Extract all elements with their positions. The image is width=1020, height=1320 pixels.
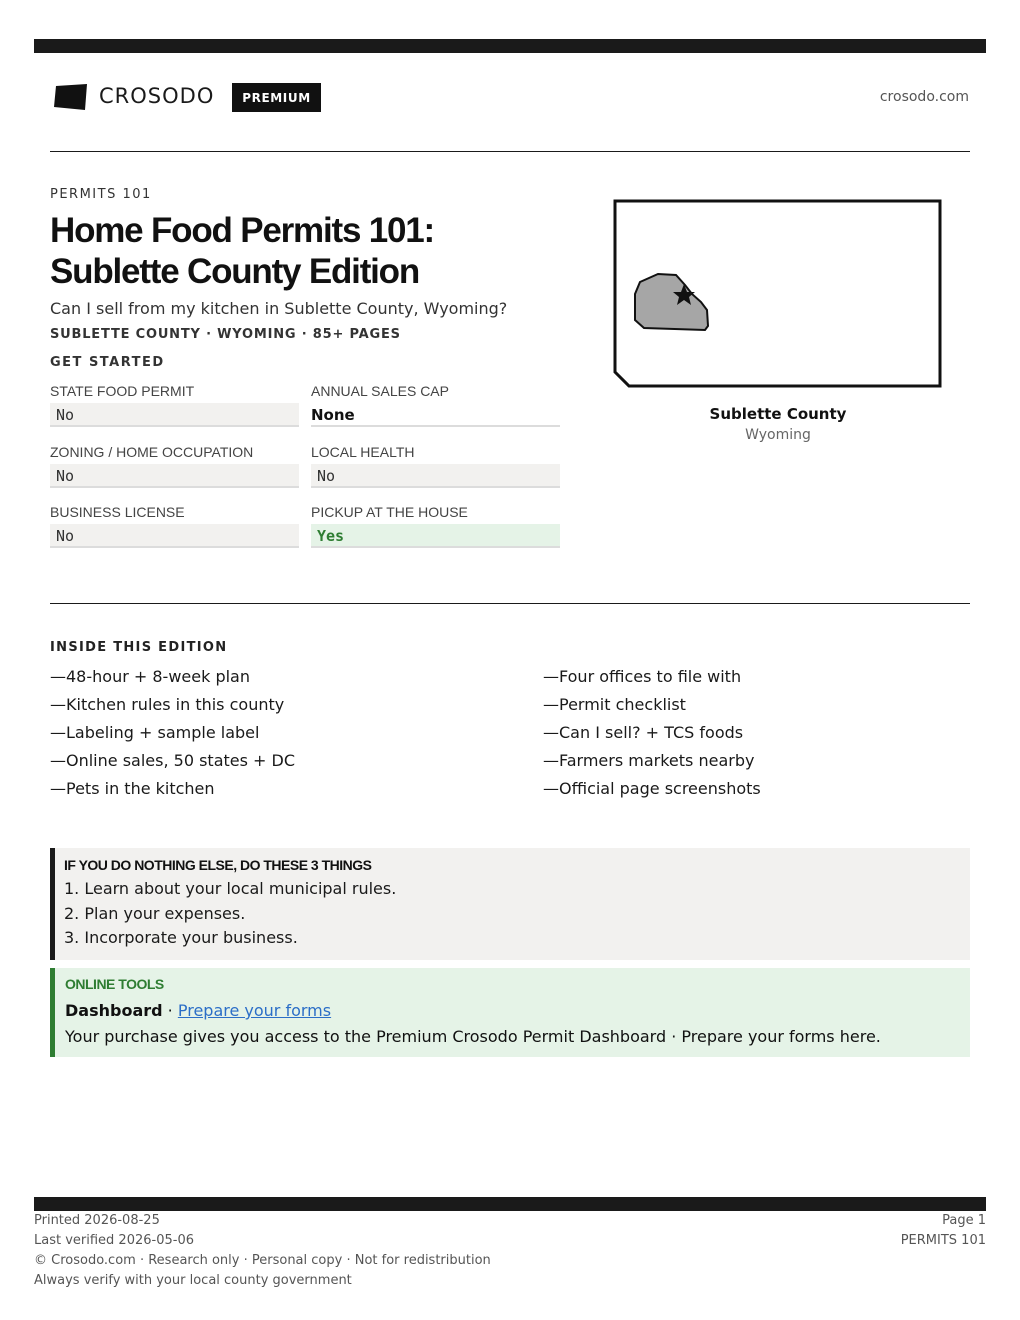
field-value: No: [50, 403, 299, 427]
field-local-health: [311, 442, 560, 488]
footer-section: PERMITS 101: [900, 1233, 986, 1248]
field-label: PICKUP AT THE HOUSE: [311, 504, 468, 520]
field-value: Yes: [311, 524, 560, 548]
online-tools-title: ONLINE TOOLS: [65, 976, 164, 992]
county-map: [612, 198, 944, 390]
field-value: No: [50, 524, 299, 548]
verified-date: Last verified 2026-05-06: [34, 1233, 194, 1248]
section-kicker: PERMITS 101: [50, 187, 152, 202]
title-line-2: Sublette County Edition: [50, 252, 420, 291]
field-value: No: [311, 464, 560, 488]
list-item: —Can I sell? + TCS foods: [543, 723, 744, 742]
prepare-forms-link[interactable]: Prepare your forms: [177, 1001, 332, 1020]
premium-badge: PREMIUM: [232, 83, 321, 112]
page-subtitle: Can I sell from my kitchen in Sublette County, Wyoming?: [50, 299, 508, 318]
list-item: —Permit checklist: [543, 695, 686, 714]
field-label: LOCAL HEALTH: [311, 444, 415, 460]
field-label: ZONING / HOME OCCUPATION: [50, 444, 254, 460]
bottom-bar: [34, 1197, 986, 1211]
title-line-1: Home Food Permits 101:: [50, 211, 434, 250]
field-label: ANNUAL SALES CAP: [311, 383, 449, 399]
list-item: —Labeling + sample label: [50, 723, 260, 742]
dashboard-label: Dashboard: [65, 1001, 163, 1020]
field-state-food-permit: [50, 381, 299, 427]
inside-list-left: [50, 666, 295, 806]
link-separator: ·: [162, 1001, 178, 1020]
field-pickup-at-house: [311, 502, 560, 548]
field-value: No: [50, 464, 299, 488]
crosodo-logo-icon: [54, 84, 87, 110]
edition-meta: SUBLETTE COUNTY · WYOMING · 85+ PAGES: [50, 327, 401, 342]
field-annual-sales-cap: [311, 381, 560, 427]
section-divider: [50, 603, 970, 604]
todo-item: 2. Plan your expenses.: [64, 903, 246, 923]
inside-heading: INSIDE THIS EDITION: [50, 640, 228, 655]
list-item: —Online sales, 50 states + DC: [50, 751, 296, 770]
list-item: —48-hour + 8-week plan: [50, 667, 250, 686]
list-item: —Pets in the kitchen: [50, 779, 215, 798]
footer-right: [901, 1211, 986, 1251]
page-title: [50, 210, 570, 292]
field-label: STATE FOOD PERMIT: [50, 383, 195, 399]
list-item: —Kitchen rules in this county: [50, 695, 285, 714]
field-business-license: [50, 502, 299, 548]
todo-item: 1. Learn about your local municipal rules.: [64, 879, 397, 898]
printed-date: Printed 2026-08-25: [34, 1213, 160, 1228]
field-value: None: [311, 403, 560, 427]
brand-name: CROSODO: [99, 84, 215, 108]
list-item: —Official page screenshots: [543, 779, 761, 798]
map-county-name: Sublette County: [709, 405, 847, 423]
list-item: —Four offices to file with: [543, 667, 742, 686]
field-label: BUSINESS LICENSE: [50, 504, 185, 520]
copyright-notice: © Crosodo.com · Research only · Personal copy · Not for redistribution: [34, 1253, 491, 1268]
verify-note: Always verify with your local county government: [34, 1273, 352, 1288]
map-state-name: Wyoming: [745, 427, 811, 443]
online-tools-callout: [50, 968, 970, 1057]
site-url[interactable]: crosodo.com: [879, 89, 969, 105]
todo-title: IF YOU DO NOTHING ELSE, DO THESE 3 THINGS: [64, 857, 372, 873]
list-item: —Farmers markets nearby: [543, 751, 755, 770]
page-number: Page 1: [942, 1213, 986, 1228]
field-zoning: [50, 442, 299, 488]
footer-left: [34, 1211, 491, 1291]
online-tools-links: [65, 1000, 970, 1026]
top-bar: [34, 39, 986, 53]
header-divider: [50, 151, 970, 152]
todo-list: [64, 878, 970, 952]
get-started-heading: GET STARTED: [50, 355, 165, 370]
inside-list-right: [543, 666, 761, 806]
online-tools-description: Your purchase gives you access to the Premium Crosodo Permit Dashboard · Prepare your forms here.: [65, 1027, 881, 1046]
todo-callout: [50, 848, 970, 960]
todo-item: 3. Incorporate your business.: [64, 928, 298, 947]
